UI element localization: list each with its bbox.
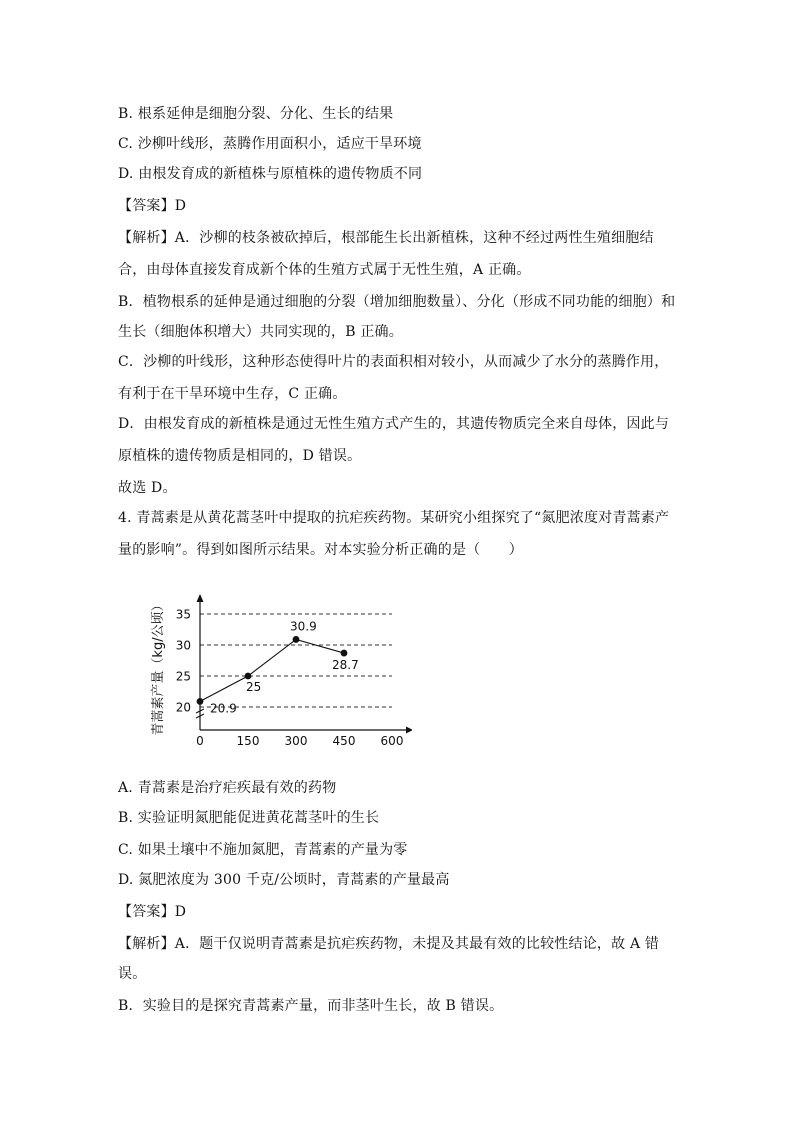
text-line: 合，由母体直接发育成新个体的生殖方式属于无性生殖，A 正确。 xyxy=(118,262,531,278)
data-point xyxy=(341,650,348,657)
y-tick-label: 20 xyxy=(175,700,191,715)
data-label: 25 xyxy=(246,680,262,694)
text-line: 有利于在干旱环境中生存，C 正确。 xyxy=(118,386,347,402)
x-axis-arrow xyxy=(406,727,412,734)
text-line: C. 沙柳叶线形，蒸腾作用面积小，适应干旱环境 xyxy=(118,136,422,152)
x-tick-label: 300 xyxy=(284,734,308,748)
text-line: B．实验目的是探究青蒿素产量，而非茎叶生长，故 B 错误。 xyxy=(118,998,504,1014)
y-tick-label: 30 xyxy=(175,638,191,653)
yield-line-chart xyxy=(142,592,412,752)
data-label: 30.9 xyxy=(290,619,317,634)
data-label: 28.7 xyxy=(332,658,359,673)
x-tick-label: 600 xyxy=(380,734,404,748)
x-tick-label: 450 xyxy=(332,734,356,748)
text-line: B．植物根系的延伸是通过细胞的分裂（增加细胞数量）、分化（形成不同功能的细胞）和 xyxy=(118,294,676,310)
text-line: 生长（细胞体积增大）共同实现的，B 正确。 xyxy=(118,324,403,340)
answer-label: 【答案】D xyxy=(118,198,187,214)
option-c: C. 如果土壤中不施加氮肥，青蒿素的产量为零 xyxy=(118,842,408,858)
y-axis-arrow xyxy=(197,594,204,602)
option-b: B. 实验证明氮肥能促进黄花蒿茎叶的生长 xyxy=(118,810,380,826)
x-tick-label: 0 xyxy=(196,734,204,748)
text-line: 【解析】A．沙柳的枝条被砍掉后，根部能生长出新植株，这种不经过两性生殖细胞结 xyxy=(118,230,654,246)
text-line: 故选 D。 xyxy=(118,480,177,496)
answer-label: 【答案】D xyxy=(118,904,187,920)
data-point xyxy=(293,636,300,643)
data-point xyxy=(245,673,252,680)
x-tick-label: 150 xyxy=(236,734,260,748)
series-line xyxy=(200,639,344,701)
text-line: B. 根系延伸是细胞分裂、分化、生长的结果 xyxy=(118,106,394,122)
text-line: 误。 xyxy=(118,966,147,982)
text-line: D．由根发育成的新植株是通过无性生殖方式产生的，其遗传物质完全来自母体，因此与 xyxy=(118,416,670,432)
question-line: 4. 青蒿素是从黄花蒿茎叶中提取的抗疟疾药物。某研究小组探究了“氮肥浓度对青蒿素产 xyxy=(118,510,670,526)
question-line: 量的影响”。得到如图所示结果。对本实验分析正确的是（ ） xyxy=(118,542,523,558)
text-line: D. 由根发育成的新植株与原植株的遗传物质不同 xyxy=(118,166,423,182)
y-tick-label: 35 xyxy=(175,607,191,622)
y-tick-label: 25 xyxy=(175,669,191,684)
text-line: C．沙柳的叶线形，这种形态使得叶片的表面积相对较小，从而减少了水分的蒸腾作用， xyxy=(118,354,669,370)
option-d: D. 氮肥浓度为 300 千克/公顷时，青蒿素的产量最高 xyxy=(118,872,450,888)
data-point xyxy=(197,698,204,705)
data-label: 20.9 xyxy=(210,701,237,716)
y-axis-title: 青蒿素产量（kg/公顷） xyxy=(151,598,166,736)
text-line: 【解析】A．题干仅说明青蒿素是抗疟疾药物，未提及其最有效的比较性结论，故 A 错 xyxy=(118,936,660,952)
option-a: A. 青蒿素是治疗疟疾最有效的药物 xyxy=(118,780,337,796)
text-line: 原植株的遗传物质是相同的，D 错误。 xyxy=(118,448,362,464)
